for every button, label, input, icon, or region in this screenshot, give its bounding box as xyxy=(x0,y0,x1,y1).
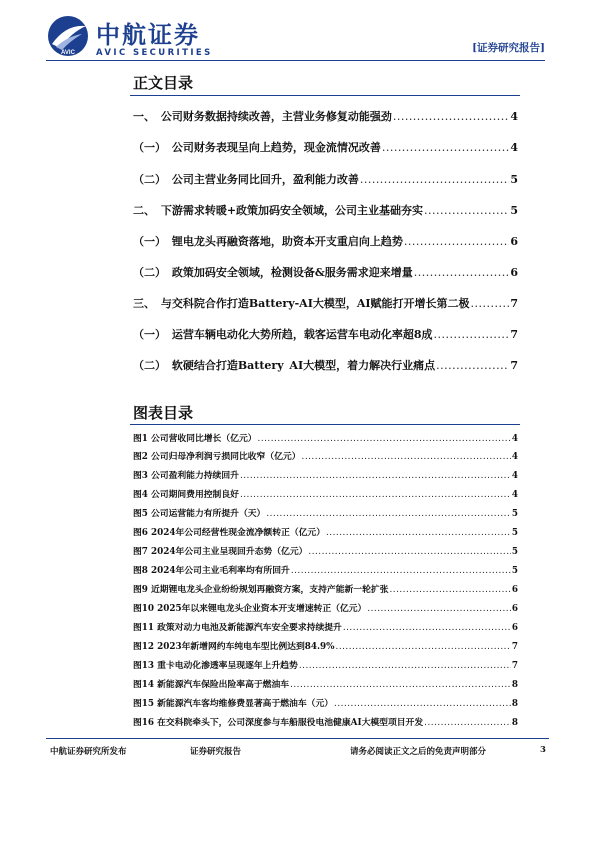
figure-item-label: 图10 2025年以来锂电龙头企业资本开支增速转正（亿元） xyxy=(133,604,367,614)
figure-item-label: 图8 2024年公司主业毛利率均有所回升 xyxy=(133,566,290,576)
figure-item[interactable] xyxy=(133,431,518,444)
figure-item[interactable] xyxy=(133,582,518,595)
toc-item-label: 一、 公司财务数据持续改善，主营业务修复动能强劲 xyxy=(133,110,392,123)
toc-leader-dots xyxy=(302,452,511,462)
toc-leader-dots xyxy=(433,328,509,341)
toc-item[interactable] xyxy=(133,139,518,155)
figure-item-page: 4 xyxy=(511,490,518,500)
toc-leader-dots xyxy=(367,604,511,614)
toc-item[interactable] xyxy=(133,171,518,187)
avic-logo-icon xyxy=(46,14,90,58)
figure-item-label: 图11 政策对动力电池及新能源汽车安全要求持续提升 xyxy=(133,623,342,633)
toc-leader-dots xyxy=(290,680,511,690)
figure-item-page: 8 xyxy=(511,718,518,728)
toc-title: 正文目录 xyxy=(133,74,194,92)
figures-title-divider xyxy=(130,424,520,425)
figure-item[interactable] xyxy=(133,658,518,671)
toc-item[interactable] xyxy=(133,108,518,124)
toc-item-page: 6 xyxy=(510,235,518,248)
figure-item-label: 图6 2024年公司经营性现金流净额转正（亿元） xyxy=(133,528,326,538)
toc-item-page: 4 xyxy=(510,110,518,123)
toc-item[interactable] xyxy=(133,202,518,218)
toc-leader-dots xyxy=(471,297,510,310)
toc-leader-dots xyxy=(258,434,511,444)
figure-item[interactable] xyxy=(133,696,518,709)
toc-leader-dots xyxy=(436,359,509,372)
footer-doc-type: 证券研究报告 xyxy=(190,747,242,757)
header-divider xyxy=(46,60,545,61)
figure-item-page: 4 xyxy=(511,434,518,444)
toc-leader-dots xyxy=(334,699,511,709)
figure-item-page: 8 xyxy=(511,699,518,709)
toc-item-label: （一） 锂电龙头再融资落地，助资本开支重启向上趋势 xyxy=(133,235,403,248)
figure-item[interactable] xyxy=(133,677,518,690)
toc-leader-dots xyxy=(424,204,509,217)
toc-leader-dots xyxy=(291,566,511,576)
logo-english-name: AVIC SECURITIES xyxy=(96,48,213,58)
figure-item[interactable] xyxy=(133,639,518,652)
figure-item[interactable] xyxy=(133,506,518,519)
figure-item-label: 图12 2023年新增网约车纯电车型比例达到84.9% xyxy=(133,642,335,652)
figures-title: 图表目录 xyxy=(133,404,194,422)
figure-item[interactable] xyxy=(133,601,518,614)
company-logo xyxy=(46,10,213,60)
figure-item-label: 图5 公司运营能力有所提升（天） xyxy=(133,509,266,519)
toc-leader-dots xyxy=(360,173,510,186)
toc-leader-dots xyxy=(240,490,511,500)
footer-disclaimer: 请务必阅读正文之后的免责声明部分 xyxy=(350,747,487,757)
toc-item[interactable] xyxy=(133,264,518,280)
figure-item[interactable] xyxy=(133,544,518,557)
page-header xyxy=(0,0,595,66)
footer-page-number: 3 xyxy=(540,745,546,755)
toc-item-label: （二） 政策加码安全领域，检测设备&服务需求迎来增量 xyxy=(133,266,413,279)
toc-leader-dots xyxy=(299,661,511,671)
figure-item-label: 图1 公司营收同比增长（亿元） xyxy=(133,434,257,444)
figure-item-page: 4 xyxy=(511,452,518,462)
toc-leader-dots xyxy=(240,471,511,481)
toc-item-page: 6 xyxy=(510,266,518,279)
figure-item[interactable] xyxy=(133,468,518,481)
figure-item-page: 5 xyxy=(511,509,518,519)
toc-leader-dots xyxy=(393,110,510,123)
figure-item-page: 6 xyxy=(511,623,518,633)
toc-leader-dots xyxy=(266,509,511,519)
logo-chinese-name: 中航证券 xyxy=(96,21,200,49)
toc-title-divider xyxy=(130,95,520,96)
figure-item[interactable] xyxy=(133,525,518,538)
toc-leader-dots xyxy=(308,547,510,557)
figure-item[interactable] xyxy=(133,487,518,500)
toc-item-page: 7 xyxy=(510,297,518,310)
toc-leader-dots xyxy=(382,141,510,154)
figure-item-label: 图3 公司盈利能力持续回升 xyxy=(133,471,239,481)
toc-leader-dots xyxy=(343,623,511,633)
toc-item-label: 三、 与交科院合作打造Battery-AI大模型，AI赋能打开增长第二极 xyxy=(133,297,470,310)
toc-item-page: 5 xyxy=(510,204,518,217)
footer-publisher: 中航证券研究所发布 xyxy=(50,747,127,757)
toc-item-label: （二） 软硬结合打造Battery AI大模型，着力解决行业痛点 xyxy=(133,359,436,372)
toc-item-page: 4 xyxy=(510,141,518,154)
figure-item-page: 7 xyxy=(511,661,518,671)
figure-item-page: 8 xyxy=(511,680,518,690)
figure-item-label: 图4 公司期间费用控制良好 xyxy=(133,490,239,500)
footer-divider xyxy=(46,738,549,739)
figure-item[interactable] xyxy=(133,449,518,462)
figure-item-label: 图9 近期锂电龙头企业纷纷规划再融资方案，支持产能新一轮扩张 xyxy=(133,585,389,595)
figure-item-page: 5 xyxy=(511,547,518,557)
figure-item-label: 图16 在交科院牵头下，公司深度参与车船服役电池健康AI大模型项目开发 xyxy=(133,718,424,728)
figure-item-label: 图15 新能源汽车客均维修费显著高于燃油车（元） xyxy=(133,699,334,709)
toc-leader-dots xyxy=(414,266,510,279)
figure-item-page: 5 xyxy=(511,528,518,538)
toc-leader-dots xyxy=(336,642,511,652)
toc-item-label: （二） 公司主营业务同比回升，盈利能力改善 xyxy=(133,173,359,186)
toc-item-label: 二、 下游需求转暖+政策加码安全领域，公司主业基础夯实 xyxy=(133,204,424,217)
toc-leader-dots xyxy=(390,585,511,595)
report-type-tag: [证券研究报告] xyxy=(472,42,545,54)
figure-item-page: 5 xyxy=(511,566,518,576)
toc-item-page: 7 xyxy=(510,359,518,372)
figure-item-page: 4 xyxy=(511,471,518,481)
toc-item[interactable] xyxy=(133,357,518,373)
toc-item[interactable] xyxy=(133,326,518,342)
toc-item[interactable] xyxy=(133,233,518,249)
figure-item-page: 7 xyxy=(511,642,518,652)
toc-item-label: （一） 运营车辆电动化大势所趋，载客运营车电动化率超8成 xyxy=(133,328,433,341)
toc-item-page: 5 xyxy=(510,173,518,186)
figure-item-label: 图13 重卡电动化渗透率呈现逐年上升趋势 xyxy=(133,661,298,671)
toc-item[interactable] xyxy=(133,295,518,311)
figure-item[interactable] xyxy=(133,620,518,633)
figure-item-label: 图2 公司归母净利润亏损同比收窄（亿元） xyxy=(133,452,301,462)
toc-leader-dots xyxy=(404,235,510,248)
logo-mark-text: AVIC xyxy=(61,50,75,56)
figure-item-label: 图7 2024年公司主业呈现回升态势（亿元） xyxy=(133,547,308,557)
toc-leader-dots xyxy=(424,718,511,728)
toc-item-label: （一） 公司财务表现呈向上趋势，现金流情况改善 xyxy=(133,141,381,154)
figure-item-page: 6 xyxy=(511,604,518,614)
figure-item-page: 6 xyxy=(511,585,518,595)
figure-item[interactable] xyxy=(133,715,518,728)
figure-item[interactable] xyxy=(133,563,518,576)
toc-leader-dots xyxy=(326,528,511,538)
figure-item-label: 图14 新能源汽车保险出险率高于燃油车 xyxy=(133,680,290,690)
toc-item-page: 7 xyxy=(510,328,518,341)
